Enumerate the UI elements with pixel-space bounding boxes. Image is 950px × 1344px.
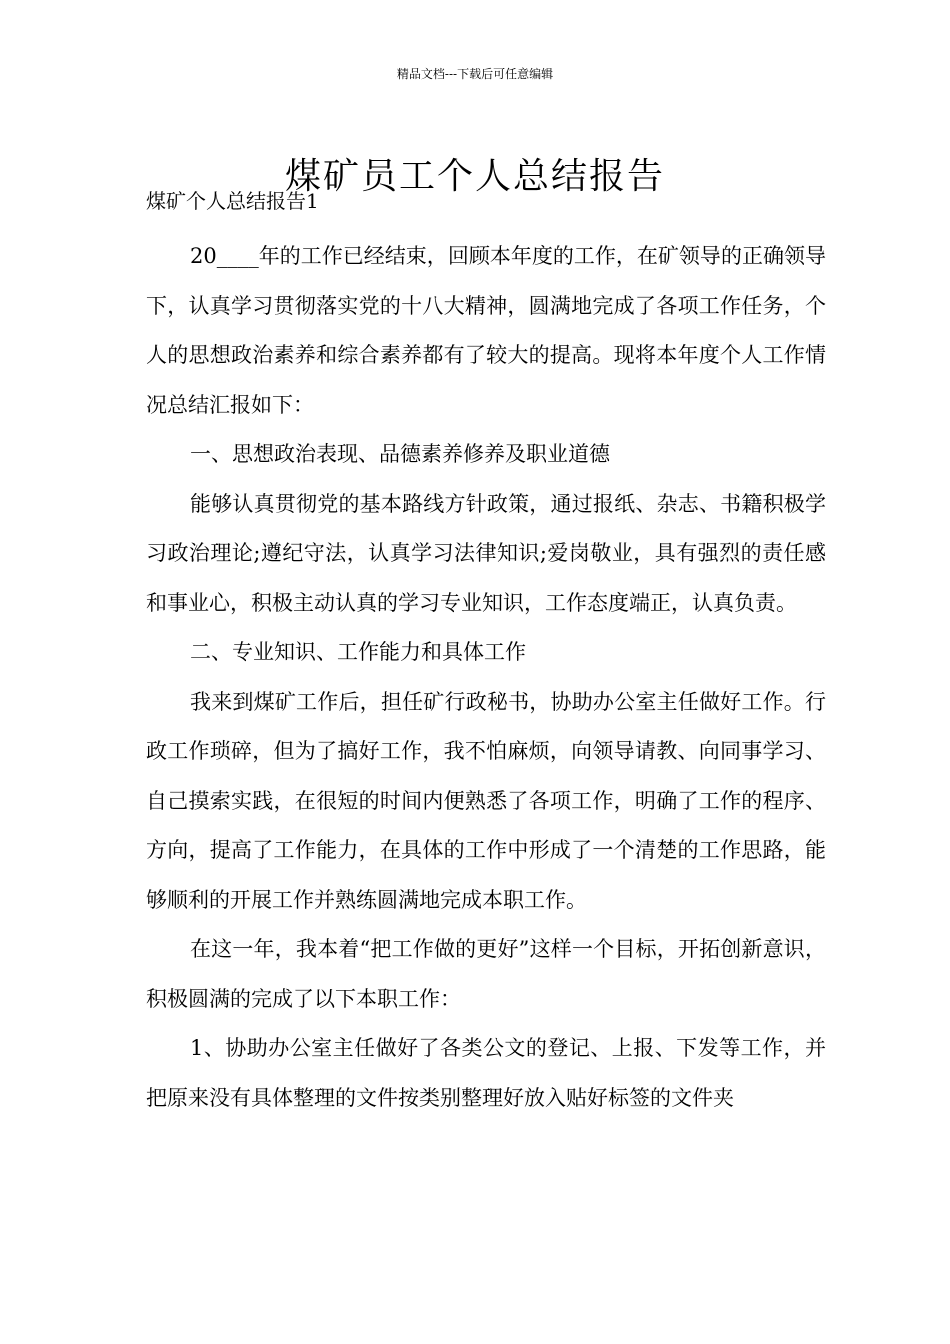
header-note: 精品文档---下载后可任意编辑 [396,67,554,81]
document-body [146,182,826,1123]
document-title: 煤矿员工个人总结报告 [284,156,665,198]
paragraph-intro: 20____年的工作已经结束，回顾本年度的工作，在矿领导的正确领导下，认真学习贯彻落实党的十八大精神，圆满地完成了各项工作任务，个人的思想政治素养和综合素养都有了较大的提高。现将本年度个人工作情况总结汇报如下： [146,244,826,417]
paragraph-political: 能够认真贯彻党的基本路线方针政策，通过报纸、杂志、书籍积极学习政治理论;遵纪守法，认真学习法律知识;爱岗敬业，具有强烈的责任感和事业心，积极主动认真的学习专业知识，工作态度端正，认真负责。 [146,491,826,615]
document-subtitle: 煤矿个人总结报告1 [146,189,319,213]
paragraph-goal: 在这一年，我本着“把工作做的更好”这样一个目标，开拓创新意识，积极圆满的完成了以下本职工作： [146,937,826,1011]
section-heading-1: 一、思想政治表现、品德素养修养及职业道德 [190,442,610,466]
section-heading-2: 二、专业知识、工作能力和具体工作 [190,640,526,664]
paragraph-item-1: 1、协助办公室主任做好了各类公文的登记、上报、下发等工作，并把原来没有具体整理的文件按类别整理好放入贴好标签的文件夹 [146,1036,826,1110]
paragraph-work: 我来到煤矿工作后，担任矿行政秘书，协助办公室主任做好工作。行政工作琐碎，但为了搞好工作，我不怕麻烦，向领导请教、向同事学习、自己摸索实践，在很短的时间内便熟悉了各项工作，明确了工作的程序、方向，提高了工作能力，在具体的工作中形成了一个清楚的工作思路，能够顺利的开展工作并熟练圆满地完成本职工作。 [146,689,826,912]
